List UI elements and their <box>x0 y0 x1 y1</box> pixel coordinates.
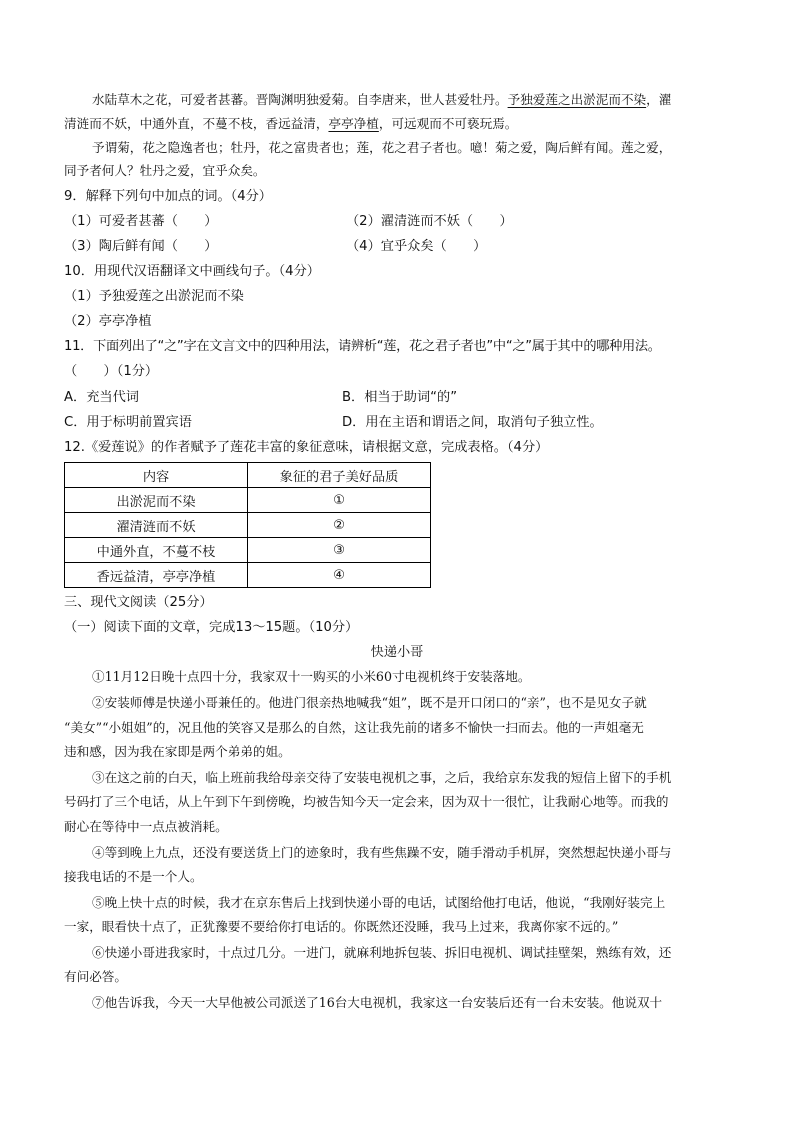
article-line: 耐心在等待中一点点被消耗。 <box>64 819 228 834</box>
q10-item-1: （1）予独爱莲之出淤泥而不染 <box>64 289 244 304</box>
table-row <box>65 538 431 563</box>
symbolism-table <box>64 462 431 588</box>
underlined-sentence-2: 亭亭净植 <box>328 116 379 131</box>
table-header: 象征的君子美好品质 <box>248 463 431 488</box>
article-line: ②安装师傅是快递小哥兼任的。他进门很亲热地喊我“姐”，既不是开口闭口的“亲”，也不是见女子就 <box>92 695 647 710</box>
table-row <box>65 488 431 513</box>
q9-item-4: （4）宜乎众矣（ ） <box>346 239 487 254</box>
q9-item-2: （2）濯清涟而不妖（ ） <box>346 214 513 229</box>
section-subtitle: （一）阅读下面的文章，完成13～15题。（10分） <box>64 620 359 635</box>
article-line: ③在这之前的白天，临上班前我给母亲交待了安装电视机之事，之后，我给京东发我的短信上留下的手机 <box>92 770 672 785</box>
article-line: 有问必答。 <box>64 969 127 984</box>
table-cell-blank: ④ <box>248 563 431 588</box>
passage-text: ，可远观而不可亵玩焉。 <box>378 116 518 131</box>
article-title: 快递小哥 <box>370 645 424 660</box>
article-line: ⑥快递小哥进我家时，十点过几分。一进门，就麻利地拆包装、拆旧电视机、调试挂壁架，熟练有效，还 <box>92 945 672 960</box>
passage-line-2 <box>64 113 740 135</box>
section-title: 三、现代文阅读（25分） <box>64 595 213 610</box>
q11-options-row-1 <box>64 387 740 409</box>
passage-line-1 <box>92 89 740 111</box>
q9-row-2 <box>64 236 740 258</box>
passage-line-4: 同予者何人？牡丹之爱，宜乎众矣。 <box>64 163 266 178</box>
option-c: C．用于标明前置宾语 <box>64 415 192 430</box>
article-line: ①11月12日晚十点四十分，我家双十一购买的小米60寸电视机终于安装落地。 <box>92 669 531 684</box>
table-header: 内容 <box>65 463 248 488</box>
table-cell: 出淤泥而不染 <box>65 488 248 513</box>
passage-text: 清涟而不妖，中通外直，不蔓不枝，香远益清， <box>64 116 329 131</box>
article-line: 违和感，因为我在家即是两个弟弟的姐。 <box>64 744 291 759</box>
table-cell: 香远益清，亭亭净植 <box>65 563 248 588</box>
table-cell: 中通外直，不蔓不枝 <box>65 538 248 563</box>
option-a: A．充当代词 <box>64 390 139 405</box>
table-row <box>65 513 431 538</box>
q9-item-3: （3）陶后鲜有闻（ ） <box>64 239 218 254</box>
q11-stem: 11．下面列出了“之”字在文言文中的四种用法，请辨析“莲，花之君子者也”中“之”属于其中的哪种用法。 <box>64 339 661 354</box>
option-b: B．相当于助词“的” <box>342 390 458 405</box>
q9-stem: 9．解释下列句中加点的词。（4分） <box>64 189 272 204</box>
article-line: ⑦他告诉我，今天一大早他被公司派送了16台大电视机，我家这一台安装后还有一台未安装。他说双十 <box>92 995 663 1010</box>
q11-blank: （ ）（1分） <box>64 364 159 379</box>
table-cell-blank: ② <box>248 513 431 538</box>
article-line: 接我电话的不是一个人。 <box>64 869 203 884</box>
passage-text: 水陆草木之花，可爱者甚蕃。晋陶渊明独爱菊。自李唐来，世人甚爱牡丹。 <box>92 92 508 107</box>
passage-text: ，濯 <box>646 92 672 107</box>
article-line: ④等到晚上九点，还没有要送货上门的迹象时，我有些焦躁不安，随手滑动手机屏，突然想起快递小哥与 <box>92 845 672 860</box>
table-header-row <box>65 463 431 488</box>
table-cell: 濯清涟而不妖 <box>65 513 248 538</box>
article-line: 号码打了三个电话，从上午到下午到傍晚，均被告知今天一定会来，因为双十一很忙，让我耐心地等。而我的 <box>64 794 669 809</box>
q11-options-row-2 <box>64 412 740 434</box>
article-line: “美女”“小姐姐”的，况且他的笑容又是那么的自然，这让我先前的诸多不愉快一扫而去。他的一声姐毫无 <box>64 720 644 735</box>
table-cell-blank: ③ <box>248 538 431 563</box>
article-line: 一家，眼看快十点了，正犹豫要不要给你打电话的。你既然还没睡，我马上过来，我离你家不远的。” <box>64 919 619 934</box>
passage-line-3: 予谓菊，花之隐逸者也；牡丹，花之富贵者也；莲，花之君子者也。噫！菊之爱，陶后鲜有闻。莲之爱， <box>92 140 672 155</box>
q10-item-2: （2）亭亭净植 <box>64 314 152 329</box>
table-row <box>65 563 431 588</box>
q10-stem: 10．用现代汉语翻译文中画线句子。（4分） <box>64 264 320 279</box>
table-cell-blank: ① <box>248 488 431 513</box>
underlined-sentence-1: 予独爱莲之出淤泥而不染 <box>507 92 647 107</box>
option-d: D．用在主语和谓语之间，取消句子独立性。 <box>342 415 603 430</box>
q12-stem: 12.《爱莲说》的作者赋予了莲花丰富的象征意味，请根据文意，完成表格。（4分） <box>64 440 549 455</box>
q9-row-1 <box>64 211 740 233</box>
q9-item-1: （1）可爱者甚蕃（ ） <box>64 214 218 229</box>
article-line: ⑤晚上快十点的时候，我才在京东售后上找到快递小哥的电话，试图给他打电话，他说，“我刚好装完上 <box>92 895 666 910</box>
